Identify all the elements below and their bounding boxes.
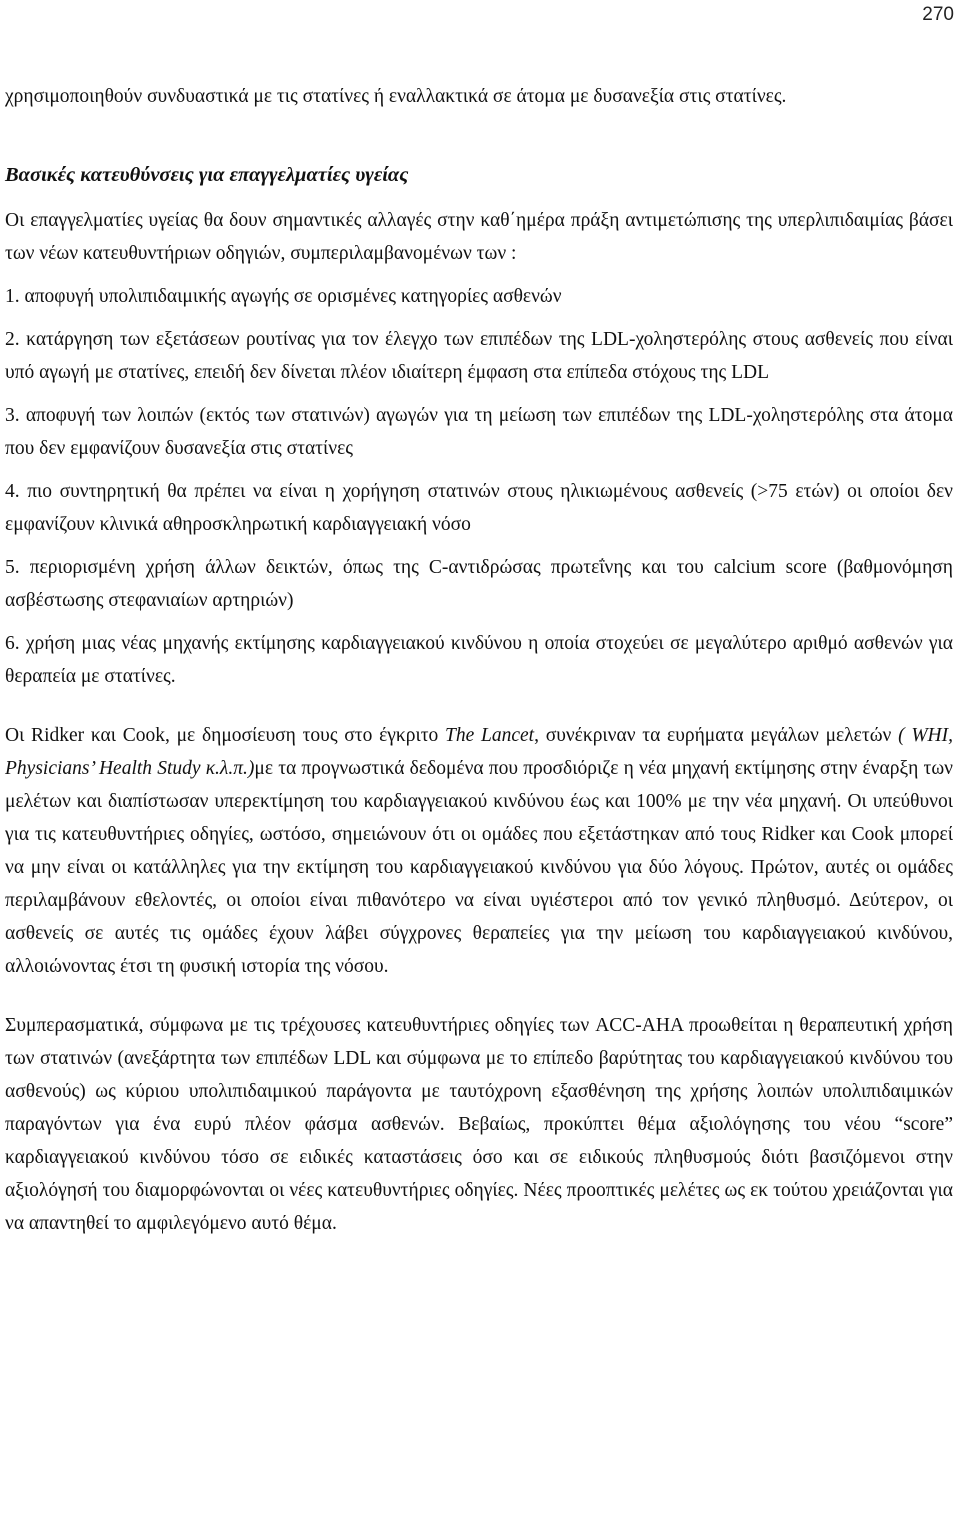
page-number: 270 <box>922 4 954 25</box>
intro-paragraph: χρησιμοποιηθούν συνδυαστικά με τις στατίνες ή εναλλακτικά σε άτομα με δυσανεξία στις στατίνες. <box>5 86 787 107</box>
studies-list: ( WHI, Physicians’ Health Study κ.λ.π.) <box>5 725 954 779</box>
conclusion-paragraph: Συμπερασματικά, σύμφωνα με τις τρέχουσες κατευθυντήριες οδηγίες των ACC-AHA προωθείται η θεραπευτική χρήση των στατινών (ανεξάρτητα των επιπέδων LDL και σύμφωνα με το επίπεδο βαρύτητας του καρδιαγγειακού κινδύνου του ασθενούς) ως κύριου υπολιπιδαιμικού παράγοντα με ταυτόχρονη εξασθένηση της χρήσης λοιπών υπολιπιδαιμικών παραγόντων για ένα ευρύ πλέον φάσμα ασθενών. Βεβαίως, προκύπτει θέμα αξιολόγησης του νέου “score” καρδιαγγειακού κινδύνου τόσο σε ειδικές καταστάσεις όσο και σε ειδικούς πληθυσμούς διότι βασιζόμενοι στην αξιολόγησή του διαμορφώνονται οι νέες κατευθυντήριες οδηγίες. Νέες προοπτικές μελέτες ως εκ τούτου χρειάζονται για να απαντηθεί το αμφιλεγόμενο αυτό θέμα. <box>5 1015 953 1234</box>
section-lead-paragraph: Οι επαγγελματίες υγείας θα δουν σημαντικές αλλαγές στην καθ΄ημέρα πράξη αντιμετώπισης της υπερλιπιδαιμίας βάσει των νέων κατευθυντήριων οδηγιών, συμπεριλαμβανομένων των : <box>5 210 953 264</box>
ridker-paragraph <box>5 719 953 983</box>
ridker-text-part1: Οι Ridker και Cook, με δημοσίευση τους στο έγκριτο <box>5 725 446 746</box>
ridker-text-part2: , συνέκριναν τα ευρήματα μεγάλων μελετών <box>534 725 899 746</box>
list-item-5: 5. περιορισμένη χρήση άλλων δεικτών, όπως της C-αντιδρώσας πρωτεΐνης και του calcium score (βαθμονόμηση ασβέστωσης στεφανιαίων αρτηριών) <box>5 557 953 611</box>
ridker-text-part3: με τα προγνωστικά δεδομένα που προσδιόριζε η νέα μηχανή εκτίμησης στην έναρξη των μελέτων και διαπίστωσαν υπερεκτίμηση του καρδιαγγειακού κινδύνου έως και 100% με την νέα μηχανή. Οι υπεύθυνοι για τις κατευθυντήριες οδηγίες, ωστόσο, σημειώνουν ότι οι ομάδες που εξετάστηκαν από τους Ridker και Cook μπορεί να μην είναι οι κατάλληλες για την εκτίμηση του καρδιαγγειακού κινδύνου για δύο λόγους. Πρώτον, αυτές οι ομάδες περιλαμβάνουν εθελοντές, οι οποίοι είναι πιθανότερο να είναι υγιέστεροι από τον γενικό πληθυσμό. Δεύτερον, οι ασθενείς σε αυτές τις ομάδες έχουν λάβει σύγχρονες θεραπείες για την μείωση του καρδιαγγειακού κινδύνου, αλλοιώνοντας έτσι τη φυσική ιστορία της νόσου. <box>5 758 953 977</box>
page-content <box>5 80 953 1240</box>
list-item-2: 2. κατάργηση των εξετάσεων ρουτίνας για τον έλεγχο των επιπέδων της LDL-χοληστερόλης στους ασθενείς που είναι υπό αγωγή με στατίνες, επειδή δεν δίνεται πλέον ιδιαίτερη έμφαση στα επίπεδα στόχους της LDL <box>5 329 953 383</box>
list-item-3: 3. αποφυγή των λοιπών (εκτός των στατινών) αγωγών για τη μείωση των επιπέδων της LDL-χοληστερόλης στα άτομα που δεν εμφανίζουν δυσανεξία στις στατίνες <box>5 405 953 459</box>
list-item-1: 1. αποφυγή υπολιπιδαιμικής αγωγής σε ορισμένες κατηγορίες ασθενών <box>5 286 562 307</box>
section-heading: Βασικές κατευθύνσεις για επαγγελματίες υγείας <box>5 164 409 186</box>
journal-name: The Lancet <box>445 725 535 746</box>
list-item-4: 4. πιο συντηρητική θα πρέπει να είναι η χορήγηση στατινών στους ηλικιωμένους ασθενείς (>75 ετών) οι οποίοι δεν εμφανίζουν κλινικά αθηροσκληρωτική καρδιαγγειακή νόσο <box>5 481 953 535</box>
list-item-6: 6. χρήση μιας νέας μηχανής εκτίμησης καρδιαγγειακού κινδύνου η οποία στοχεύει σε μεγαλύτερο αριθμό ασθενών για θεραπεία με στατίνες. <box>5 633 953 687</box>
